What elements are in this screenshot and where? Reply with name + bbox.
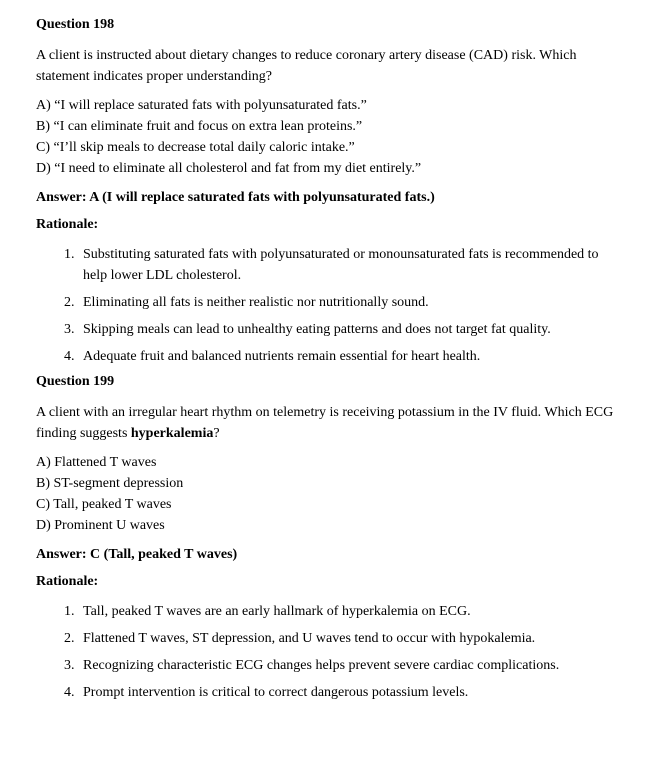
- question-block-198: [36, 14, 626, 367]
- rationale-item: 3. Recognizing characteristic ECG changes helps prevent severe cardiac complications.: [78, 655, 626, 676]
- rationale-item: 2. Flattened T waves, ST depression, and U waves tend to occur with hypokalemia.: [78, 628, 626, 649]
- option-a: A) “I will replace saturated fats with polyunsaturated fats.”: [36, 98, 367, 113]
- rationale-item: 4. Adequate fruit and balanced nutrients remain essential for heart health.: [78, 346, 626, 367]
- question-stem-text: A client with an irregular heart rhythm on telemetry is receiving potassium in the IV fluid. Which ECG finding suggests: [36, 405, 614, 441]
- question-stem-tail: ?: [213, 426, 220, 441]
- question-block-199: [36, 371, 626, 703]
- rationale-label: Rationale:: [36, 217, 99, 232]
- option-c: C) Tall, peaked T waves: [36, 497, 172, 512]
- question-stem: [36, 402, 626, 444]
- option-b: B) ST-segment depression: [36, 476, 184, 491]
- rationale-item: 2. Eliminating all fats is neither realistic nor nutritionally sound.: [78, 292, 626, 313]
- rationale-item: 4. Prompt intervention is critical to correct dangerous potassium levels.: [78, 682, 626, 703]
- option-a: A) Flattened T waves: [36, 455, 157, 470]
- rationale-list: [36, 601, 626, 703]
- option-b: B) “I can eliminate fruit and focus on extra lean proteins.”: [36, 119, 363, 134]
- options-list: [36, 95, 626, 179]
- answer-line: Answer: C (Tall, peaked T waves): [36, 547, 238, 562]
- rationale-list: [36, 244, 626, 367]
- option-d: D) “I need to eliminate all cholesterol and fat from my diet entirely.”: [36, 161, 422, 176]
- question-stem: [36, 45, 626, 87]
- question-stem-bold-term: hyperkalemia: [130, 426, 214, 441]
- option-c: C) “I’ll skip meals to decrease total daily caloric intake.”: [36, 140, 355, 155]
- question-stem-text: A client is instructed about dietary changes to reduce coronary artery disease (CAD) risk. Which statement indicates proper understanding?: [36, 48, 577, 84]
- rationale-label: Rationale:: [36, 574, 99, 589]
- question-heading: Question 198: [36, 17, 115, 32]
- rationale-item: 1. Tall, peaked T waves are an early hallmark of hyperkalemia on ECG.: [78, 601, 626, 622]
- rationale-item: 3. Skipping meals can lead to unhealthy eating patterns and does not target fat quality.: [78, 319, 626, 340]
- rationale-item: 1. Substituting saturated fats with polyunsaturated or monounsaturated fats is recommended to help lower LDL cholesterol.: [78, 244, 626, 286]
- option-d: D) Prominent U waves: [36, 518, 165, 533]
- answer-line: Answer: A (I will replace saturated fats with polyunsaturated fats.): [36, 190, 435, 205]
- document-content: [36, 14, 626, 703]
- question-heading: Question 199: [36, 374, 115, 389]
- options-list: [36, 452, 626, 536]
